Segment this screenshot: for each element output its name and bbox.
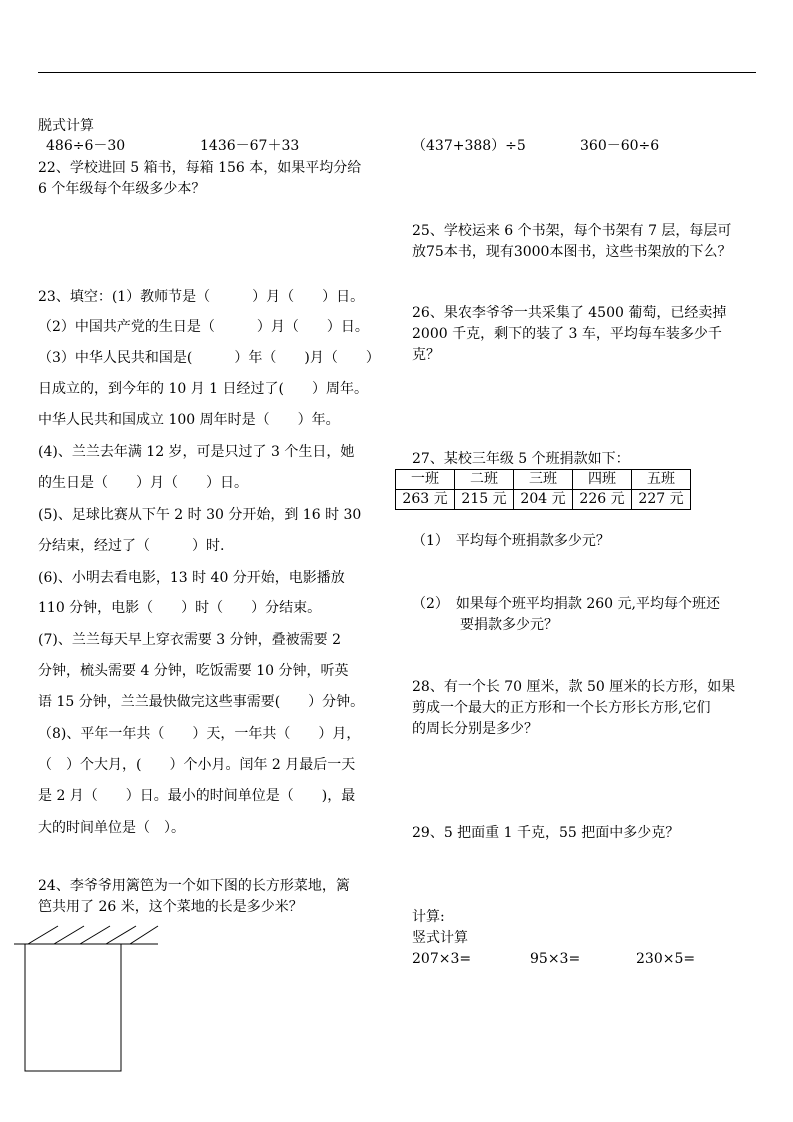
question-23-line: 的生日是（ ）月（ ）日。 [38,475,248,491]
question-28-line-1: 28、有一个长 70 厘米，款 50 厘米的长方形，如果 [412,679,736,695]
table-cell: 215 元 [455,490,514,510]
question-27-sub-2-line-2: 要捐款多少元？ [460,617,558,633]
table-cell: 263 元 [396,490,455,510]
expression-1: 486÷6－30 [46,138,126,154]
question-23-line: 语 15 分钟，兰兰最快做完这些事需要( ）分钟。 [38,694,365,710]
question-26-line-1: 26、果农李爷爷一共采集了 4500 葡萄，已经卖掉 [412,305,727,321]
question-23-line: 110 分钟，电影（ ）时（ ）分结束。 [38,600,322,616]
question-23-line: （2）中国共产党的生日是（ ）月（ ）日。 [38,319,369,335]
table-cell: 227 元 [632,490,691,510]
calc-title: 计算: [412,909,445,925]
question-28-line-2: 剪成一个最大的正方形和一个长方形长方形,它们 [412,700,711,716]
question-23-line: 日成立的，到今年的 10 月 1 日经过了( ）周年。 [38,381,368,397]
question-22-line-1: 22、学校进回 5 箱书，每箱 156 本，如果平均分给 [38,160,362,176]
question-23-line: （3）中华人民共和国是( ）年（ )月（ ） [38,350,380,366]
question-24-line-1: 24、李爷爷用篱笆为一个如下图的长方形菜地，篱 [38,878,350,894]
question-23-line: （ ）个大月，( ）个小月。闰年 2 月最后一天 [38,757,356,773]
table-row [396,490,691,510]
calc-expression-1: 207×3= [412,951,472,967]
question-23-line: (6)、小明去看电影，13 时 40 分开始，电影播放 [38,570,345,586]
question-24-line-2: 笆共用了 26 米，这个菜地的长是多少米？ [38,899,303,915]
question-26-line-2: 2000 千克，剩下的装了 3 车，平均每车装多少千 [412,326,722,342]
question-27-intro: 27、某校三年级 5 个班捐款如下： [412,451,630,467]
question-23-line: (7)、兰兰每天早上穿衣需要 3 分钟，叠被需要 2 [38,632,341,648]
vertical-calc-title: 竖式计算 [412,930,468,946]
question-27-sub-2-line-1: （2） 如果每个班平均捐款 260 元,平均每个班还 [412,596,720,612]
table-header-cell: 五班 [632,470,691,490]
question-23-line: 中华人民共和国成立 100 周年时是（ ）年。 [38,412,340,428]
question-25-line-1: 25、学校运来 6 个书架，每个书架有 7 层，每层可 [412,223,732,239]
section-title-stepwise: 脱式计算 [38,118,94,134]
table-header-cell: 一班 [396,470,455,490]
question-23-line: (5)、足球比赛从下午 2 时 30 分开始，到 16 时 30 [38,507,362,523]
question-22-line-2: 6 个年级每个年级多少本？ [38,181,206,197]
donation-table [395,469,691,510]
garden-rectangle [25,944,121,1071]
table-header-cell: 四班 [573,470,632,490]
question-23-line: （8)、平年一年共（ ）天，一年共（ ）月， [38,726,361,742]
calc-expression-2: 95×3= [530,951,581,967]
expression-4: 360－60÷6 [580,138,660,154]
expression-3: （437+388）÷5 [412,138,526,154]
table-header-cell: 二班 [455,470,514,490]
question-23-line: 大的时间单位是（ ）。 [38,820,185,836]
question-23-line: 分钟，梳头需要 4 分钟，吃饭需要 10 分钟，听英 [38,663,349,679]
question-23-line: 分结束，经过了（ ）时. [38,538,225,554]
fence-hatch [28,926,58,944]
table-header-row [396,470,691,490]
expression-2: 1436－67＋33 [200,138,300,154]
fence-hatch [80,926,110,944]
table-cell: 204 元 [514,490,573,510]
question-23-line: 23、填空：(1）教师节是（ ）月（ ）日。 [38,289,365,305]
question-23-line: 是 2 月（ ）日。最小的时间单位是（ )，最 [38,788,356,804]
table-cell: 226 元 [573,490,632,510]
question-29: 29、5 把面重 1 千克，55 把面中多少克？ [412,825,680,841]
question-26-line-3: 克？ [412,347,440,363]
question-28-line-3: 的周长分别是多少？ [412,721,538,737]
calc-expression-3: 230×5= [636,951,696,967]
fence-hatch [54,926,84,944]
question-23-line: (4)、兰兰去年满 12 岁，可是只过了 3 个生日，她 [38,444,355,460]
fence-hatch [130,926,158,944]
question-25-line-2: 放75本书，现有3000本图书，这些书架放的下么？ [412,244,732,260]
table-header-cell: 三班 [514,470,573,490]
question-27-sub-1: （1） 平均每个班捐款多少元？ [412,533,610,549]
fence-hatch [106,926,136,944]
